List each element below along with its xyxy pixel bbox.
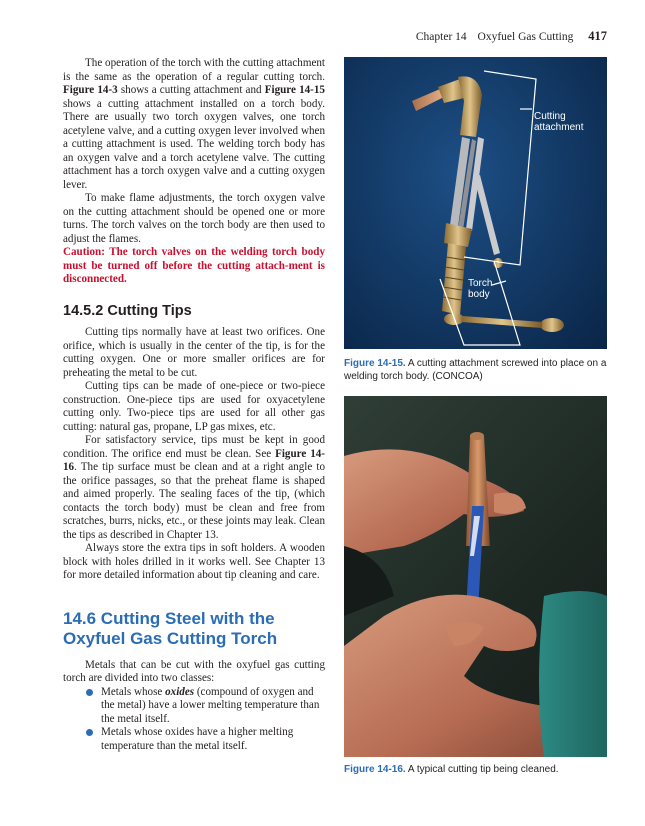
figure-14-16-photo: [344, 396, 607, 757]
paragraph-7: Metals that can be cut with the oxyfuel gas cutting torch are divided into two classes:: [63, 658, 325, 684]
torch-attachment-illustration: [344, 57, 607, 349]
list-item: Metals whose oxides (compound of oxygen and the metal) have a lower melting temperature than the metal itself.: [63, 686, 325, 727]
caution-note: Caution: The torch valves on the welding torch body must be turned off before the cutting attach-ment is disconnected.: [63, 246, 325, 285]
figure-14-15-photo: [344, 57, 607, 349]
figure-14-15-number: Figure 14-15.: [344, 358, 406, 369]
label-torch-body: Torch body: [468, 278, 493, 300]
paragraph-3: Cutting tips normally have at least two orifices. One orifice, which is usually in the center of the tip, is for the cutting oxygen. One or more smaller orifices are for preheating the metal to be cut.: [63, 326, 325, 379]
section-heading-14-5-2: 14.5.2 Cutting Tips: [63, 302, 192, 319]
body-column: [63, 57, 325, 753]
bullet-list: [63, 686, 325, 754]
paragraph-2: To make flame adjustments, the torch oxygen valve on the cutting attachment should be opened one or more turns. The torch valves on the torch body are then used to adjust the flames.: [63, 192, 325, 245]
tip-cleaning-illustration: [344, 396, 607, 757]
figure-ref-14-15: Figure 14-15: [264, 84, 325, 96]
page-number: 417: [588, 29, 607, 43]
term-oxides: oxides: [165, 685, 195, 698]
paragraph-6: Always store the extra tips in soft holders. A wooden block with holes drilled in it works well. See Chapter 13 for more detailed information about tip cleaning and care.: [63, 542, 325, 581]
paragraph-4: Cutting tips can be made of one-piece or two-piece construction. One-piece tips are used for oxyacetylene cutting only. Two-piece tips are used for all other gas cutting: natural gas, propane, LP gas mixes, etc.: [63, 380, 325, 433]
figure-ref-14-3: Figure 14-3: [63, 84, 118, 96]
figure-14-16-number: Figure 14-16.: [344, 764, 406, 775]
paragraph-1: The operation of the torch with the cutting attachment is the same as the operation of a regular cutting torch. Figure 14-3 shows a cutting attachment and Figure 14-15 shows a cutting attachment installed on a torch body. There are usually two torch oxygen valves, one torch acetylene valve, and a cutting oxygen lever involved when a cutting attachment is used. The welding torch body has an oxygen valve and a torch acetylene valve. The cutting attachment has a torch oxygen valve and a cutting oxygen lever.: [63, 57, 325, 191]
bullet-dot-icon: [86, 689, 93, 696]
header-chapter: Chapter 14: [415, 31, 467, 43]
paragraph-5: For satisfactory service, tips must be kept in good condition. The orifice end must be clean. See Figure 14-16. The tip surface must be clean and at a right angle to the orifice passages, so that the preheat flame is shaped and aimed properly. The sealing faces of the tip, (which contacts the torch body) must be clean and free from scratches, burrs, nicks, etc., or these joints may leak. Clean the tips as described in Chapter 13.: [63, 434, 325, 541]
figure-14-16-caption: Figure 14-16. A typical cutting tip being cleaned.: [344, 764, 559, 775]
figure-14-15-caption: Figure 14-15. A cutting attachment screwed into place on a welding torch body. (CONCOA): [344, 358, 607, 382]
bullet-dot-icon: [86, 729, 93, 736]
header-chapter-title: Oxyfuel Gas Cutting: [477, 31, 574, 43]
section-heading-14-6: 14.6 Cutting Steel with the Oxyfuel Gas Cutting Torch: [63, 608, 278, 648]
list-item: Metals whose oxides have a higher melting temperature than the metal itself.: [63, 726, 325, 753]
figure-ref-14-16: Figure 14-16: [63, 447, 325, 473]
label-cutting-attachment: Cutting attachment: [534, 111, 584, 133]
running-header: [416, 29, 607, 43]
